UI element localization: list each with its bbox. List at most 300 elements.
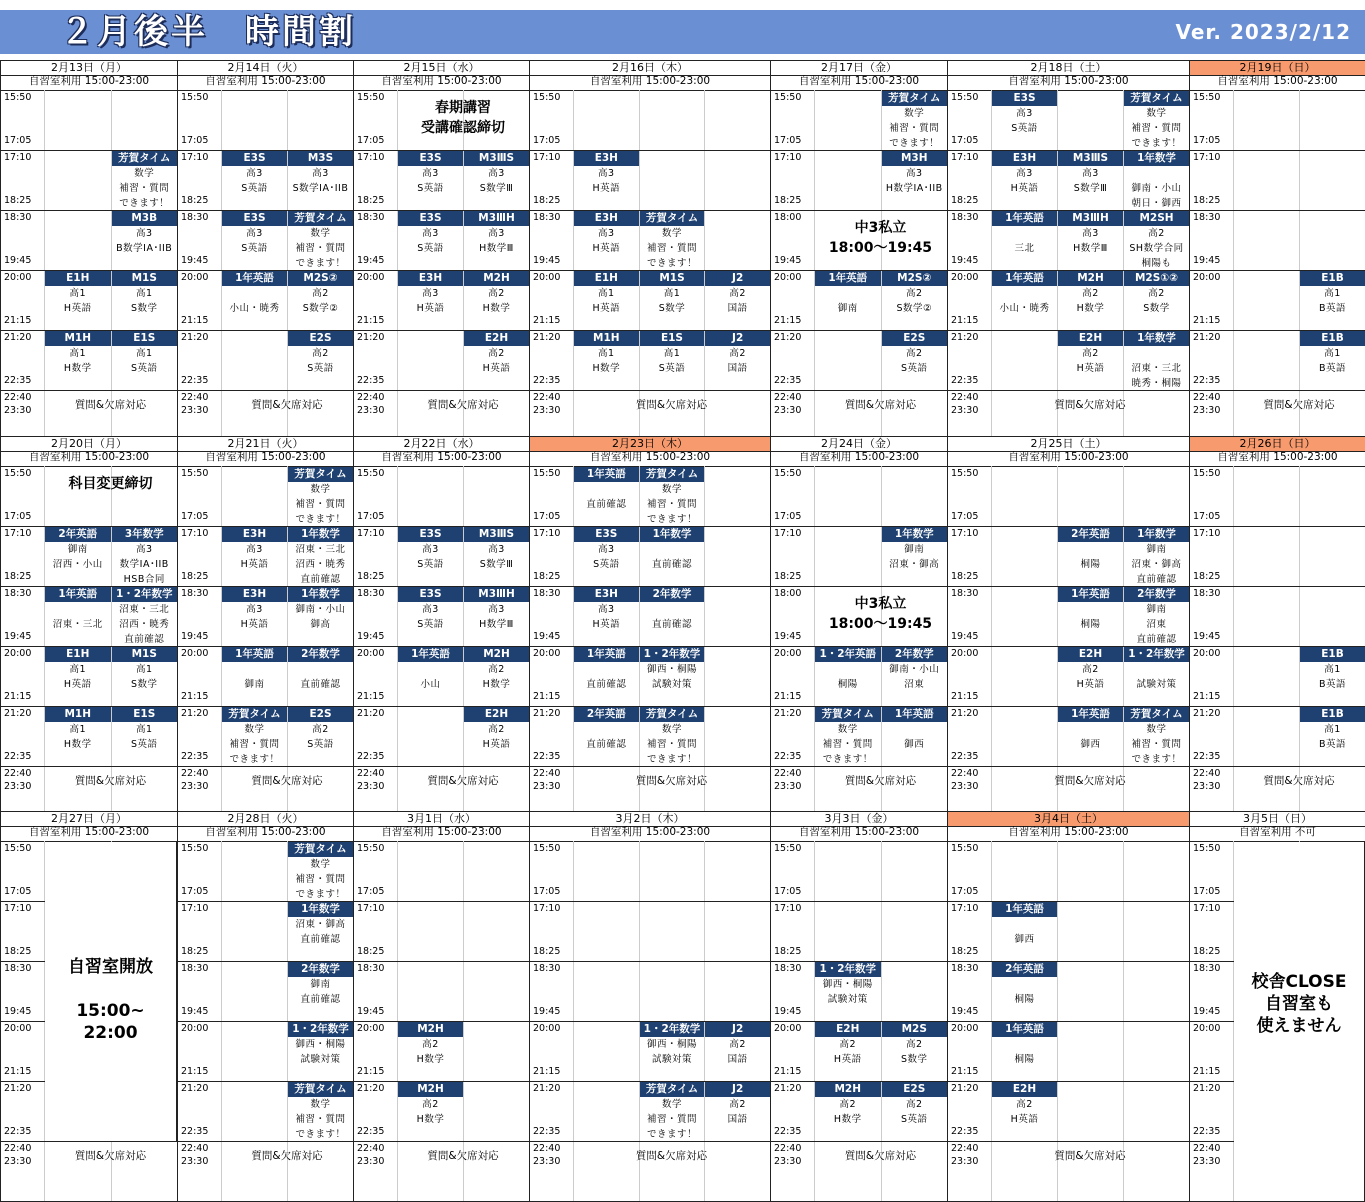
class-header: E1H xyxy=(574,271,639,286)
class-line: S英語 xyxy=(241,183,268,194)
row-end-time: 19:45 xyxy=(951,631,979,642)
row-end-time: 21:15 xyxy=(1193,315,1221,326)
row-start-time: 21:20 xyxy=(357,1083,385,1094)
row-start-time: 22:40 xyxy=(357,1143,385,1154)
day-header: 3月2日（木） xyxy=(529,811,771,827)
row-start-time: 17:10 xyxy=(1193,528,1221,539)
row-end-time: 22:35 xyxy=(1193,751,1221,762)
class-line: 直前確認 xyxy=(124,634,165,645)
row-end-time: 18:25 xyxy=(533,946,561,957)
class-header: M1S xyxy=(112,647,178,662)
class-line: S英語 xyxy=(417,559,444,570)
class-header: 2年数学 xyxy=(640,587,705,602)
row-start-time: 18:30 xyxy=(1193,212,1221,223)
row-start-time: 22:40 xyxy=(951,1143,979,1154)
class-line: S英語 xyxy=(307,363,334,374)
row-start-time: 22:40 xyxy=(4,392,32,403)
row-end-time: 23:30 xyxy=(357,405,385,416)
row-start-time: 21:20 xyxy=(533,1083,561,1094)
class-line: 御南 xyxy=(1146,604,1167,615)
day-note: 自習室利用 15:00-23:00 xyxy=(947,826,1190,842)
row-start-time: 22:40 xyxy=(774,768,802,779)
class-line: 御南 xyxy=(244,679,265,690)
row-start-time: 15:50 xyxy=(951,468,979,479)
class-line: 直前確認 xyxy=(586,499,627,510)
row-start-time: 21:20 xyxy=(1193,1083,1221,1094)
class-header: 芳賀タイム xyxy=(288,211,353,226)
class-line: 高2 xyxy=(1082,664,1099,675)
class-line: 高2 xyxy=(905,288,923,299)
class-line: 高2 xyxy=(729,1099,746,1110)
row-end-time: 22:35 xyxy=(951,751,979,762)
row-start-time: 22:40 xyxy=(357,392,385,403)
row-end-time: 22:35 xyxy=(4,375,32,386)
class-header: E3H xyxy=(574,211,639,226)
class-header: E2S xyxy=(288,707,353,722)
class-line: S英語 xyxy=(900,363,928,374)
row-start-time: 20:00 xyxy=(951,1023,979,1034)
class-line: 高3 xyxy=(598,228,615,239)
class-header: M3S xyxy=(288,151,353,166)
row-start-time: 15:50 xyxy=(357,843,385,854)
class-line: できます！ xyxy=(295,514,346,525)
row-start-time: 18:30 xyxy=(533,212,561,223)
class-line: 高2 xyxy=(729,288,746,299)
time-row xyxy=(947,961,1190,1022)
class-line: 直前確認 xyxy=(300,934,341,945)
class-line: 御南 xyxy=(310,979,331,990)
row-end-time: 21:15 xyxy=(951,691,979,702)
class-line: 沼東・三北 xyxy=(1131,363,1182,374)
row-start-time: 15:50 xyxy=(533,468,561,479)
class-line: 高1 xyxy=(69,288,87,299)
day-header: 2月23日（木） xyxy=(529,436,771,452)
class-line: 高1 xyxy=(1324,664,1341,675)
class-header: M2H xyxy=(1058,271,1123,286)
class-line: S数学 xyxy=(900,1054,928,1065)
class-line: 御西 xyxy=(904,739,925,750)
qa-label: 質問&欠席対応 xyxy=(635,399,708,411)
class-line: H英語 xyxy=(1076,363,1105,374)
day-header: 2月21日（火） xyxy=(177,436,354,452)
class-header: 芳賀タイム xyxy=(640,467,705,482)
class-header: 1年数学 xyxy=(288,587,353,602)
row-start-time: 20:00 xyxy=(1193,648,1221,659)
row-end-time: 23:30 xyxy=(951,405,979,416)
class-header: M1H xyxy=(45,331,111,346)
class-header: M3ⅢS xyxy=(464,151,529,166)
row-end-time: 17:05 xyxy=(533,511,561,522)
class-header: E3S xyxy=(992,91,1057,106)
class-header: E1H xyxy=(45,271,111,286)
row-start-time: 21:20 xyxy=(181,708,209,719)
class-line: B英語 xyxy=(1318,679,1347,690)
row-start-time: 21:20 xyxy=(181,1083,209,1094)
class-line: H数学 xyxy=(416,1114,445,1125)
row-end-time: 22:35 xyxy=(357,375,385,386)
row-start-time: 17:10 xyxy=(181,528,209,539)
row-start-time: 15:50 xyxy=(357,92,385,103)
class-line: 直前確認 xyxy=(300,994,341,1005)
row-end-time: 23:30 xyxy=(4,405,32,416)
day-note: 自習室利用 15:00-23:00 xyxy=(177,75,354,91)
row-start-time: 22:40 xyxy=(4,768,32,779)
row-end-time: 18:25 xyxy=(1193,195,1221,206)
time-row xyxy=(947,901,1190,962)
row-start-time: 17:10 xyxy=(533,528,561,539)
row-end-time: 17:05 xyxy=(181,886,209,897)
row-end-time: 18:25 xyxy=(181,571,209,582)
row-end-time: 17:05 xyxy=(533,886,561,897)
class-line: 沼東・三北 xyxy=(119,604,170,615)
class-line: 高2 xyxy=(839,1039,857,1050)
row-start-time: 21:20 xyxy=(1193,708,1221,719)
class-line: 沼東 xyxy=(1146,619,1167,630)
row-start-time: 21:20 xyxy=(774,332,802,343)
class-header: 1年英語 xyxy=(882,707,948,722)
class-line: 高3 xyxy=(488,604,505,615)
qa-label: 質問&欠席対応 xyxy=(251,1150,323,1162)
class-line: 高3 xyxy=(1082,228,1099,239)
class-line: 直前確認 xyxy=(586,679,627,690)
class-header: 1・2年数学 xyxy=(1124,647,1189,662)
row-end-time: 23:30 xyxy=(4,1156,32,1167)
class-line: 御西 xyxy=(1014,934,1035,945)
event-note: 科目変更締切 xyxy=(68,476,153,492)
class-line: 数学 xyxy=(310,228,331,239)
row-end-time: 17:05 xyxy=(533,135,561,146)
class-line: 高3 xyxy=(422,228,439,239)
row-start-time: 18:30 xyxy=(357,963,385,974)
class-line: S英語 xyxy=(658,363,686,374)
row-start-time: 15:50 xyxy=(357,468,385,479)
event-note: 中3私立 18:00～19:45 xyxy=(828,596,933,632)
row-end-time: 23:30 xyxy=(357,1156,385,1167)
row-end-time: 21:15 xyxy=(4,691,32,702)
row-end-time: 21:15 xyxy=(951,315,979,326)
row-end-time: 19:45 xyxy=(774,255,802,266)
row-start-time: 15:50 xyxy=(4,92,32,103)
row-start-time: 18:30 xyxy=(533,963,561,974)
class-line: 沼東・御高 xyxy=(1131,559,1182,570)
class-header: M2S② xyxy=(288,271,353,286)
class-header: 芳賀タイム xyxy=(815,707,881,722)
class-header: 2年数学 xyxy=(288,647,353,662)
class-line: 高2 xyxy=(1016,1099,1033,1110)
class-line: 高2 xyxy=(905,348,923,359)
row-start-time: 18:00 xyxy=(774,588,802,599)
row-start-time: 20:00 xyxy=(533,648,561,659)
class-line: 三北 xyxy=(1014,243,1035,254)
class-line: 高2 xyxy=(488,664,505,675)
row-start-time: 17:10 xyxy=(533,903,561,914)
class-line: HSB合同 xyxy=(123,574,165,585)
class-header: 2年数学 xyxy=(1124,587,1189,602)
class-line: 小山 xyxy=(420,679,441,690)
day-header: 2月19日（日） xyxy=(1189,60,1365,76)
row-start-time: 21:20 xyxy=(951,708,979,719)
day-note: 自習室利用 15:00-23:00 xyxy=(0,451,178,467)
time-row xyxy=(947,466,1190,527)
class-header: E1B xyxy=(1300,271,1365,286)
class-line: H数学 xyxy=(482,679,511,690)
row-end-time: 22:35 xyxy=(181,751,209,762)
row-end-time: 18:25 xyxy=(4,946,32,957)
class-header: 1年英語 xyxy=(222,647,287,662)
day-note: 自習室利用 15:00-23:00 xyxy=(947,451,1190,467)
class-line: 高2 xyxy=(905,1099,923,1110)
class-header: E3H xyxy=(574,151,639,166)
row-end-time: 21:15 xyxy=(1193,691,1221,702)
class-line: S数学② xyxy=(302,303,339,314)
row-end-time: 21:15 xyxy=(357,1066,385,1077)
day-note: 自習室利用 不可 xyxy=(1189,826,1365,842)
class-line: できます！ xyxy=(295,1129,346,1140)
row-end-time: 19:45 xyxy=(181,1006,209,1017)
row-start-time: 20:00 xyxy=(357,648,385,659)
class-header: E2H xyxy=(464,331,529,346)
class-line: H英語 xyxy=(1076,679,1105,690)
class-line: 沼西・暁秀 xyxy=(295,559,346,570)
class-line: 補習・質問 xyxy=(1131,123,1182,134)
row-start-time: 22:40 xyxy=(1193,768,1221,779)
row-start-time: 17:10 xyxy=(774,903,802,914)
class-header: E2H xyxy=(815,1022,881,1037)
day-note: 自習室利用 15:00-23:00 xyxy=(177,826,354,842)
row-end-time: 21:15 xyxy=(357,691,385,702)
class-line: 高2 xyxy=(1148,288,1165,299)
class-header: 芳賀タイム xyxy=(288,467,353,482)
class-header: M1H xyxy=(45,707,111,722)
class-header: M3ⅢH xyxy=(464,211,529,226)
class-line: S英語 xyxy=(417,183,444,194)
class-line: できます！ xyxy=(295,258,346,269)
class-line: 御南・小山 xyxy=(1131,183,1182,194)
class-line: 高3 xyxy=(1016,108,1033,119)
class-line: 高2 xyxy=(1082,348,1099,359)
row-end-time: 22:35 xyxy=(181,375,209,386)
class-line: 直前確認 xyxy=(651,619,692,630)
qa-label: 質問&欠席対応 xyxy=(1054,399,1126,411)
class-header: 1年英語 xyxy=(992,902,1057,917)
version-label: Ver. 2023/2/12 xyxy=(1175,20,1351,44)
row-end-time: 22:35 xyxy=(951,1126,979,1137)
row-end-time: 21:15 xyxy=(774,691,802,702)
row-end-time: 21:15 xyxy=(774,315,802,326)
class-line: 国語 xyxy=(727,1054,748,1065)
row-end-time: 18:25 xyxy=(1193,946,1221,957)
day-note: 自習室利用 15:00-23:00 xyxy=(1189,451,1365,467)
class-header: E2H xyxy=(1058,331,1123,346)
row-end-time: 22:35 xyxy=(357,1126,385,1137)
class-line: 暁秀・桐陽 xyxy=(1131,378,1182,389)
class-header: M1H xyxy=(574,331,639,346)
class-header: 1年英語 xyxy=(398,647,463,662)
row-end-time: 23:30 xyxy=(1193,1156,1221,1167)
row-start-time: 18:30 xyxy=(4,588,32,599)
class-line: 高1 xyxy=(135,724,153,735)
class-line: 補習・質問 xyxy=(295,874,346,885)
class-line: 高3 xyxy=(1082,168,1099,179)
row-end-time: 22:35 xyxy=(533,375,561,386)
class-line: 高3 xyxy=(135,544,153,555)
class-line: H数学IA･IIB xyxy=(885,183,943,194)
class-header: E2H xyxy=(992,1082,1057,1097)
class-header: 芳賀タイム xyxy=(1124,91,1189,106)
class-line: 直前確認 xyxy=(300,679,341,690)
class-line: 直前確認 xyxy=(1136,574,1177,585)
row-start-time: 20:00 xyxy=(181,648,209,659)
class-line: 御西 xyxy=(1080,739,1101,750)
class-header: 芳賀タイム xyxy=(288,842,353,857)
row-end-time: 23:30 xyxy=(951,781,979,792)
class-line: 沼東・御高 xyxy=(889,559,940,570)
class-line: 高1 xyxy=(69,348,87,359)
class-line: 高1 xyxy=(69,664,87,675)
row-start-time: 21:20 xyxy=(4,1083,32,1094)
row-end-time: 18:25 xyxy=(533,571,561,582)
class-header: E3H xyxy=(992,151,1057,166)
row-start-time: 20:00 xyxy=(774,1023,802,1034)
class-line: できます！ xyxy=(646,1129,697,1140)
class-line: 試験対策 xyxy=(651,1054,692,1065)
class-line: 数学 xyxy=(661,724,682,735)
row-start-time: 18:00 xyxy=(774,212,802,223)
class-line: 高3 xyxy=(488,168,505,179)
class-header: 芳賀タイム xyxy=(882,91,948,106)
class-header: E1S xyxy=(112,707,178,722)
class-header: M3H xyxy=(882,151,948,166)
class-line: 高3 xyxy=(422,544,439,555)
row-end-time: 19:45 xyxy=(357,631,385,642)
row-start-time: 20:00 xyxy=(4,648,32,659)
row-end-time: 18:25 xyxy=(4,195,32,206)
row-start-time: 22:40 xyxy=(181,768,209,779)
class-line: 御西・桐陽 xyxy=(646,1039,697,1050)
class-line: 数学 xyxy=(1146,724,1167,735)
class-header: 2年英語 xyxy=(1058,527,1123,542)
row-end-time: 23:30 xyxy=(4,781,32,792)
class-line: 高1 xyxy=(1324,288,1341,299)
class-line: B英語 xyxy=(1318,739,1347,750)
class-line: 補習・質問 xyxy=(646,1114,697,1125)
class-line: 国語 xyxy=(727,1114,748,1125)
class-line: 高2 xyxy=(312,724,329,735)
row-end-time: 22:35 xyxy=(4,1126,32,1137)
row-end-time: 18:25 xyxy=(181,946,209,957)
row-end-time: 18:25 xyxy=(357,195,385,206)
class-line: 補習・質問 xyxy=(295,499,346,510)
row-start-time: 15:50 xyxy=(774,92,802,103)
class-header: 芳賀タイム xyxy=(112,151,178,166)
class-line: B英語 xyxy=(1318,363,1347,374)
row-start-time: 17:10 xyxy=(357,152,385,163)
class-header: E3S xyxy=(398,587,463,602)
day-note: 自習室利用 15:00-23:00 xyxy=(529,451,771,467)
row-start-time: 18:30 xyxy=(774,963,802,974)
day-note: 自習室利用 15:00-23:00 xyxy=(770,826,948,842)
day-header: 2月16日（木） xyxy=(529,60,771,76)
row-start-time: 21:20 xyxy=(357,332,385,343)
row-end-time: 21:15 xyxy=(181,1066,209,1077)
class-line: 高3 xyxy=(598,168,615,179)
class-line: 補習・質問 xyxy=(295,1114,346,1125)
class-line: S数学 xyxy=(130,303,158,314)
row-start-time: 15:50 xyxy=(533,92,561,103)
row-end-time: 19:45 xyxy=(4,1006,32,1017)
class-header: 1年数学 xyxy=(288,902,353,917)
row-start-time: 15:50 xyxy=(181,843,209,854)
row-start-time: 18:30 xyxy=(1193,963,1221,974)
class-line: 御南 xyxy=(837,303,858,314)
row-end-time: 21:15 xyxy=(181,315,209,326)
class-line: 高2 xyxy=(312,288,329,299)
class-line: 御高 xyxy=(310,619,331,630)
class-header: 1・2年数学 xyxy=(640,647,705,662)
class-header: M3B xyxy=(112,211,178,226)
row-end-time: 19:45 xyxy=(4,255,32,266)
class-line: できます！ xyxy=(889,138,940,149)
day-header: 2月28日（火） xyxy=(177,811,354,827)
class-line: 補習・質問 xyxy=(646,499,697,510)
row-end-time: 17:05 xyxy=(951,511,979,522)
class-header: E2S xyxy=(882,1082,948,1097)
row-start-time: 18:30 xyxy=(181,963,209,974)
class-header: 1・2年数学 xyxy=(112,587,178,602)
class-line: 高1 xyxy=(69,724,87,735)
row-start-time: 20:00 xyxy=(181,1023,209,1034)
class-line: 高1 xyxy=(598,348,615,359)
class-line: H英語 xyxy=(482,739,511,750)
day-header: 3月4日（土） xyxy=(947,811,1190,827)
row-end-time: 19:45 xyxy=(181,255,209,266)
row-end-time: 18:25 xyxy=(774,195,802,206)
row-start-time: 17:10 xyxy=(533,152,561,163)
class-line: 高2 xyxy=(839,1099,857,1110)
time-row xyxy=(529,150,771,211)
row-end-time: 22:35 xyxy=(1193,375,1221,386)
time-row xyxy=(529,901,771,962)
class-line: S数学Ⅲ xyxy=(1073,183,1108,194)
class-header: M2SH xyxy=(1124,211,1189,226)
day-header: 2月27日（月） xyxy=(0,811,178,827)
class-header: E2H xyxy=(464,707,529,722)
class-header: 1・2年数学 xyxy=(288,1022,353,1037)
class-line: S数学 xyxy=(658,303,686,314)
class-line: できます！ xyxy=(646,258,697,269)
row-end-time: 18:25 xyxy=(357,946,385,957)
class-line: H英語 xyxy=(63,303,92,314)
row-start-time: 18:30 xyxy=(4,963,32,974)
class-line: 高3 xyxy=(246,604,263,615)
row-end-time: 17:05 xyxy=(4,511,32,522)
time-row xyxy=(947,841,1190,902)
class-line: 高3 xyxy=(135,228,153,239)
qa-label: 質問&欠席対応 xyxy=(1263,399,1335,411)
class-line: 朝日・御西 xyxy=(1131,198,1182,209)
class-line: 高2 xyxy=(312,348,329,359)
day-header: 3月3日（金） xyxy=(770,811,948,827)
class-header: 芳賀タイム xyxy=(640,211,705,226)
class-line: 沼東・御高 xyxy=(295,919,346,930)
row-end-time: 22:35 xyxy=(774,1126,802,1137)
class-line: H英語 xyxy=(592,303,621,314)
class-header: 1年数学 xyxy=(640,527,705,542)
row-start-time: 20:00 xyxy=(181,272,209,283)
day-note: 自習室利用 15:00-23:00 xyxy=(0,75,178,91)
class-header: E1S xyxy=(112,331,178,346)
row-start-time: 15:50 xyxy=(181,92,209,103)
